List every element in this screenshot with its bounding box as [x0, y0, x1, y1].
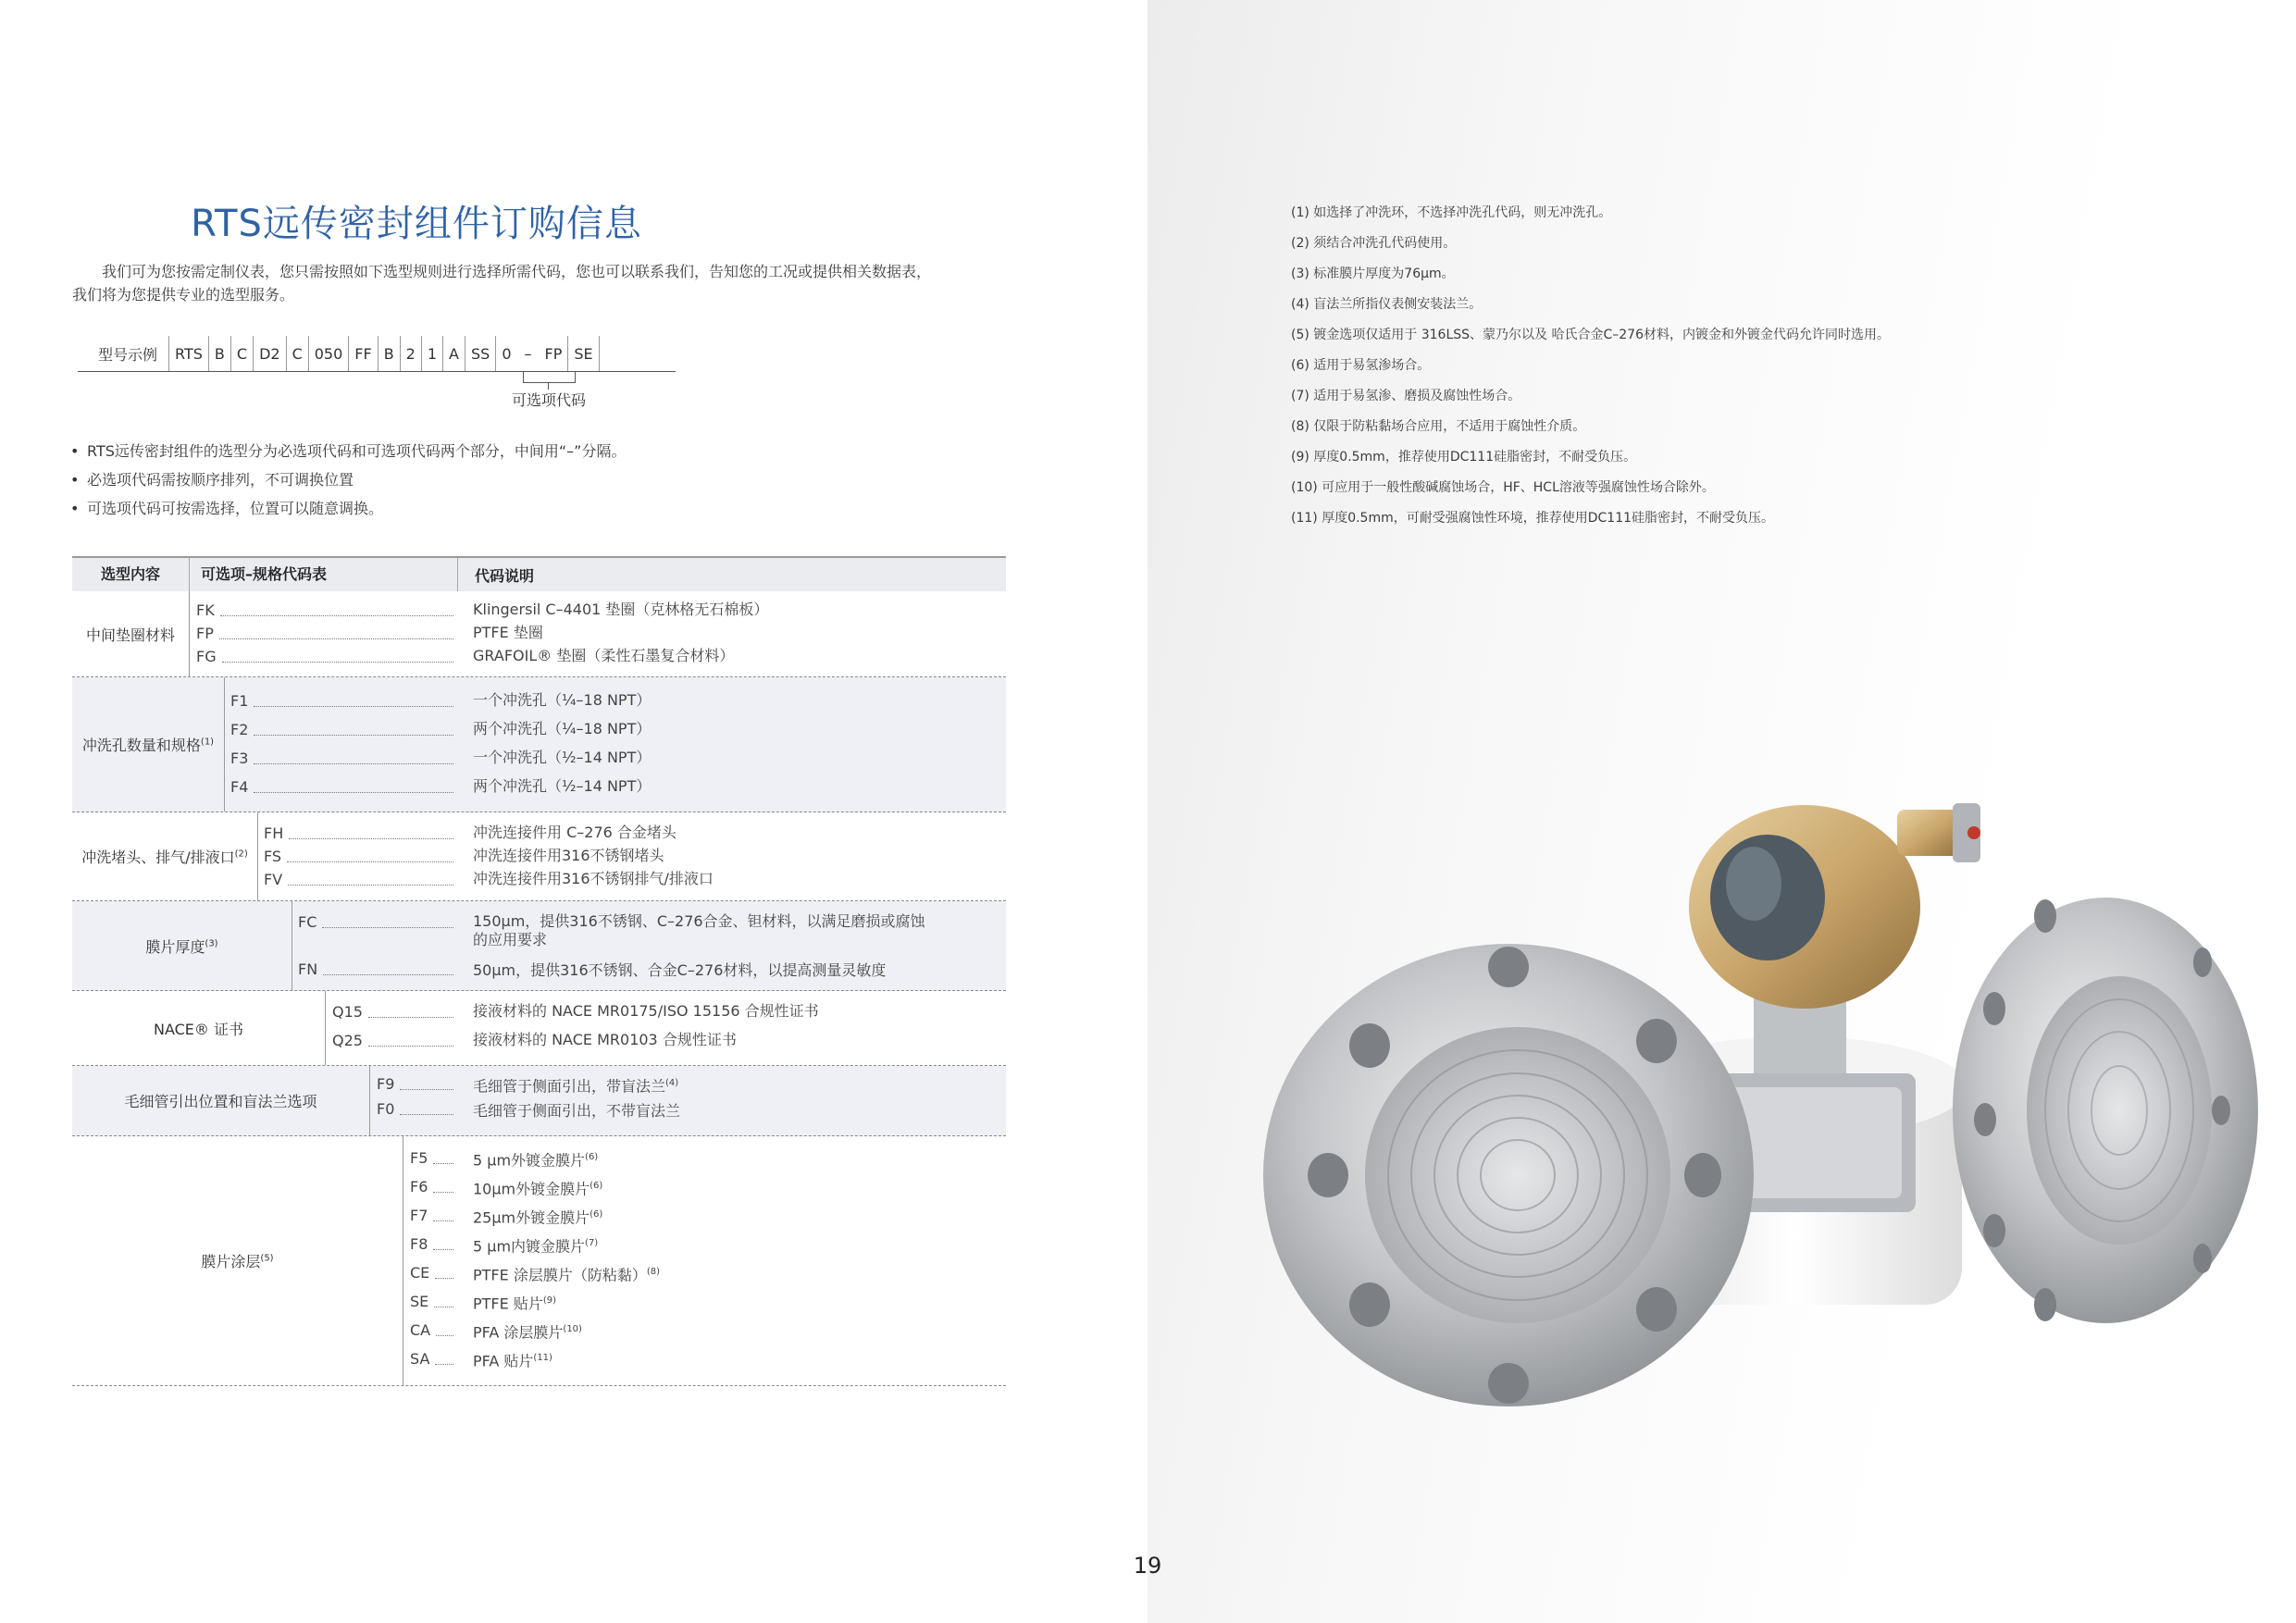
group-name-text: 冲洗孔数量和规格: [81, 737, 201, 754]
option-description: [473, 1233, 598, 1257]
footnote: (8) 仅限于防粘黏场合应用，不适用于腐蚀性介质。: [1291, 419, 1586, 434]
leader-dots: [287, 850, 453, 862]
table-row: [377, 1073, 457, 1094]
option-description-text: PTFE 贴片: [473, 1295, 543, 1313]
footnotes-list: [1291, 198, 1890, 534]
option-description: 一个冲洗孔（¼–18 NPT）: [473, 691, 652, 709]
table-row: [264, 869, 457, 889]
option-description: Klingersil C–4401 垫圈（克林格无石棉板）: [473, 601, 769, 618]
group-name: [72, 677, 225, 812]
leader-dots: [289, 827, 453, 839]
footnote-ref: (6): [590, 1181, 603, 1191]
leader-dots: [433, 1181, 453, 1193]
option-description: [473, 1319, 582, 1343]
option-description-text: 5 μm内镀金膜片: [473, 1237, 586, 1256]
option-description: 两个冲洗孔（¼–18 NPT）: [473, 720, 652, 737]
header-description: 代码说明: [475, 566, 535, 585]
page-title: RTS远传密封组件订购信息: [191, 203, 642, 245]
leader-dots: [220, 604, 453, 616]
option-code: CA: [410, 1320, 431, 1339]
table-row: [264, 846, 457, 866]
model-optional-code: FP: [540, 336, 569, 371]
leader-dots: [434, 1295, 453, 1307]
options-table: [72, 556, 1006, 1386]
model-code: C: [231, 336, 254, 371]
leader-dots: [400, 1078, 453, 1090]
table-row: [332, 1030, 457, 1050]
group-name-text: NACE® 证书: [153, 1020, 243, 1038]
footnote-ref: (11): [533, 1353, 552, 1363]
optional-bracket: [523, 371, 576, 383]
option-description: [473, 1147, 598, 1171]
leader-dots: [433, 1238, 453, 1250]
option-code: SE: [410, 1292, 429, 1310]
model-optional-code: SE: [568, 336, 599, 371]
header-codes: 可选项–规格代码表: [190, 558, 458, 591]
optional-code-label: 可选项代码: [512, 391, 587, 409]
table-row: [298, 911, 457, 932]
leader-dots: [222, 650, 453, 663]
footnote: (9) 厚度0.5mm，推荐使用DC111硅脂密封，不耐受负压。: [1291, 450, 1637, 465]
option-description-text: 25μm外镀金膜片: [473, 1208, 590, 1227]
option-description: GRAFOIL® 垫圈（柔性石墨复合材料）: [473, 647, 735, 664]
model-example: [78, 336, 676, 372]
model-empty-cell: [600, 336, 676, 371]
option-description-text: 10μm外镀金膜片: [473, 1180, 590, 1198]
model-code: B: [209, 336, 231, 371]
option-description: 一个冲洗孔（½–14 NPT）: [473, 749, 652, 766]
group-name: [72, 901, 292, 990]
table-group-flush-plugs: [72, 812, 1006, 901]
model-code: A: [443, 336, 465, 371]
footnote-ref: (10): [563, 1324, 582, 1334]
leader-dots: [368, 1006, 453, 1018]
group-name-text: 中间垫圈材料: [85, 626, 175, 644]
option-description: 冲洗连接件用316不锈钢堵头: [473, 847, 664, 864]
table-row: [264, 823, 457, 843]
model-code: C: [287, 336, 309, 371]
table-row: [410, 1319, 457, 1340]
table-group-diaphragm-thickness: [72, 901, 1006, 991]
leader-dots: [323, 963, 453, 975]
footnote-ref: (6): [590, 1209, 603, 1220]
footnote-ref: (8): [646, 1267, 660, 1277]
option-description: [473, 1348, 552, 1371]
leader-dots: [433, 1209, 453, 1221]
model-code: B: [379, 336, 401, 371]
model-dash: –: [524, 344, 532, 363]
model-code: D2: [254, 336, 287, 371]
footnote-ref: (1): [200, 737, 215, 748]
header-category: 选型内容: [72, 558, 190, 591]
group-name: [72, 591, 190, 676]
conduit-port: [1897, 810, 1962, 856]
footnote-ref: (2): [234, 849, 248, 860]
leader-dots: [288, 873, 453, 886]
leader-dots: [322, 916, 453, 928]
model-code: 1: [422, 336, 443, 371]
option-code: SA: [410, 1349, 430, 1368]
option-description: [473, 1291, 556, 1314]
option-code: Q15: [332, 1002, 363, 1021]
option-code: FG: [196, 647, 217, 665]
transmitter-product-image: [1240, 777, 2277, 1443]
option-code: FC: [298, 912, 317, 931]
option-description-text: PFA 涂层膜片: [473, 1323, 564, 1342]
footnote: (7) 适用于易氢渗、磨损及腐蚀性场合。: [1291, 389, 1521, 403]
option-description: [473, 1176, 602, 1199]
option-description-cont: 的应用要求: [473, 931, 548, 948]
footnote-ref: (5): [260, 1253, 274, 1264]
footnote: (6) 适用于易氢渗场合。: [1291, 358, 1431, 373]
group-name-text: 毛细管引出位置和盲法兰选项: [124, 1093, 317, 1110]
option-description: 两个冲洗孔（½–14 NPT）: [473, 777, 652, 795]
leader-dots: [368, 1035, 453, 1047]
table-row: [230, 776, 457, 797]
leader-dots: [219, 627, 453, 639]
leader-dots: [254, 724, 453, 736]
table-row: [410, 1262, 457, 1282]
option-description: [473, 1205, 602, 1228]
bullet-item: • 必选项代码需按顺序排列，不可调换位置: [70, 465, 626, 494]
option-description: PTFE 垫圈: [473, 624, 543, 641]
group-name-text: 冲洗堵头、排气/排液口: [81, 849, 235, 866]
group-name: [72, 1066, 370, 1135]
table-row: [377, 1098, 457, 1119]
right-seal-diaphragm: [2027, 976, 2212, 1245]
intro-line-1: 我们可为您按需定制仪表，您只需按照如下选型规则进行选择所需代码，您也可以联系我们，告知您的工况或提供相关数据表，: [102, 263, 932, 280]
page-number: 19: [1133, 1553, 1162, 1579]
table-group-capillary: [72, 1066, 1006, 1136]
table-row: [410, 1233, 457, 1254]
footnote-ref: (6): [585, 1152, 599, 1162]
group-name-text: 膜片涂层: [201, 1253, 261, 1270]
model-code: FF: [349, 336, 378, 371]
option-code: F8: [410, 1234, 428, 1253]
footnote: (11) 厚度0.5mm，可耐受强腐蚀性环境，推荐使用DC111硅脂密封，不耐受负压。: [1291, 511, 1775, 526]
footnote-ref: (7): [585, 1238, 599, 1248]
footnote: (4) 盲法兰所指仪表侧安装法兰。: [1291, 297, 1483, 312]
footnote-ref: (4): [665, 1078, 679, 1088]
table-row: [230, 690, 457, 711]
option-description: [473, 1262, 660, 1285]
table-row: [410, 1348, 457, 1369]
option-code: F3: [230, 749, 249, 767]
option-description: [473, 1073, 678, 1096]
bullet-list: [70, 437, 626, 523]
leader-dots: [254, 695, 453, 707]
option-code: FV: [264, 870, 283, 888]
leader-dots: [433, 1152, 453, 1164]
option-code: F7: [410, 1206, 428, 1224]
table-row: [230, 748, 457, 768]
leader-dots: [435, 1353, 453, 1365]
option-description-text: PFA 贴片: [473, 1352, 534, 1370]
group-name-text: 膜片厚度: [145, 937, 205, 956]
option-code: FH: [264, 824, 284, 842]
model-code: SS: [465, 336, 496, 371]
option-code: CE: [410, 1263, 430, 1282]
table-group-gasket: [72, 591, 1006, 677]
table-row: [410, 1176, 457, 1196]
footnote-ref: (3): [205, 938, 218, 949]
model-code: 050: [309, 336, 350, 371]
table-row: [332, 1001, 457, 1022]
option-code: Q25: [332, 1031, 363, 1049]
option-description-text: 5 μm外镀金膜片: [473, 1151, 586, 1170]
table-row: [196, 623, 457, 643]
option-description: 毛细管于侧面引出，不带盲法兰: [473, 1102, 681, 1120]
option-description-text: PTFE 涂层膜片（防粘黏）: [473, 1266, 647, 1284]
footnote: (2) 须结合冲洗孔代码使用。: [1291, 236, 1457, 251]
option-code: FN: [298, 960, 318, 978]
group-name: [72, 991, 326, 1065]
option-code: FS: [264, 847, 282, 865]
option-description-text: 毛细管于侧面引出，带盲法兰: [473, 1077, 666, 1096]
table-row: [410, 1291, 457, 1311]
housing-window-glare: [1726, 847, 1781, 921]
table-row: [410, 1205, 457, 1225]
leader-dots: [254, 752, 453, 764]
table-row: [230, 719, 457, 739]
option-code: F9: [377, 1074, 395, 1093]
option-description: 接液材料的 NACE MR0103 合规性证书: [473, 1031, 737, 1048]
option-description: 150μm，提供316不锈钢、C–276合金、钽材料，以满足磨损或腐蚀: [473, 912, 925, 930]
footnote: (10) 可应用于一般性酸碱腐蚀场合，HF、HCL溶液等强腐蚀性场合除外。: [1291, 480, 1715, 495]
group-name: [72, 1136, 403, 1385]
table-row: [196, 646, 457, 666]
option-code: F6: [410, 1177, 428, 1196]
table-group-flush-ports: [72, 677, 1006, 812]
option-code: F4: [230, 777, 249, 796]
leader-dots: [435, 1267, 453, 1279]
bullet-item: • RTS远传密封组件的选型分为必选项代码和可选项代码两个部分，中间用“–”分隔。: [70, 437, 626, 465]
table-header: [72, 556, 1006, 591]
table-group-nace: [72, 991, 1006, 1066]
model-code: 2: [401, 336, 422, 371]
intro-line-2: 我们将为您提供专业的选型服务。: [72, 286, 295, 304]
leader-dots: [436, 1324, 453, 1336]
option-description: 冲洗连接件用 C–276 合金堵头: [473, 824, 676, 841]
bullet-item: • 可选项代码可按需选择，位置可以随意调换。: [70, 494, 626, 523]
model-code: RTS: [169, 336, 209, 371]
option-code: F5: [410, 1148, 428, 1167]
option-code: FK: [196, 601, 215, 619]
leader-dots: [400, 1103, 453, 1115]
model-example-label: 型号示例: [78, 336, 169, 371]
option-code: F0: [377, 1099, 395, 1118]
table-row: [196, 600, 457, 620]
option-description: 50μm，提供316不锈钢、合金C–276材料，以提高测量灵敏度: [473, 961, 887, 979]
footnote: (1) 如选择了冲洗环，不选择冲洗孔代码，则无冲洗孔。: [1291, 205, 1612, 220]
leader-dots: [254, 781, 453, 793]
option-description: 冲洗连接件用316不锈钢排气/排液口: [473, 870, 714, 887]
table-row: [298, 959, 457, 979]
option-code: FP: [196, 624, 214, 642]
group-name: [72, 812, 258, 900]
table-row: [410, 1147, 457, 1168]
option-code: F2: [230, 720, 249, 738]
intro-text: [72, 260, 1007, 306]
table-group-diaphragm-coating: [72, 1136, 1006, 1386]
indicator-light: [1967, 826, 1980, 839]
model-code: 0: [502, 344, 512, 363]
option-code: F1: [230, 691, 249, 710]
footnote: (5) 镀金选项仅适用于 316LSS、蒙乃尔以及 哈氏合金C–276材料，内镀金和外镀金代码允许同时选用。: [1291, 328, 1890, 342]
option-description: 接液材料的 NACE MR0175/ISO 15156 合规性证书: [473, 1002, 819, 1020]
footnote-ref: (9): [542, 1295, 556, 1306]
footnote: (3) 标准膜片厚度为76μm。: [1291, 266, 1455, 281]
